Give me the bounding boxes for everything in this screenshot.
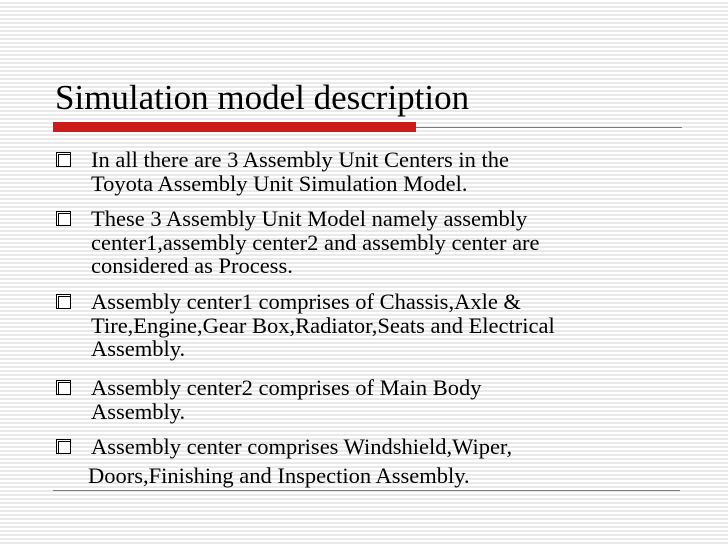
hollow-square-bullet-icon <box>56 439 71 454</box>
title-underline-accent <box>53 122 416 132</box>
footer-rule <box>53 490 680 491</box>
bullet-line: Assembly center comprises Windshield,Wiper, <box>91 434 513 459</box>
hollow-square-bullet-icon <box>56 380 71 395</box>
hollow-square-bullet-icon <box>56 152 71 167</box>
bullet-line: Assembly. <box>91 398 186 424</box>
bullet-item <box>56 435 696 459</box>
bullet-item <box>56 376 696 423</box>
bullet-line: Assembly center2 comprises of Main Body <box>91 375 482 400</box>
bullet-line: These 3 Assembly Unit Model namely assembly <box>91 206 528 231</box>
bullet-item <box>56 290 696 361</box>
bullet-line: Assembly center1 comprises of Chassis,Axle & <box>91 289 521 314</box>
bullet-line: center1,assembly center2 and assembly center are <box>91 229 540 255</box>
continuation-line: Doors,Finishing and Inspection Assembly. <box>88 463 470 488</box>
bullet-line: In all there are 3 Assembly Unit Centers in the <box>91 147 510 172</box>
hollow-square-bullet-icon <box>56 211 71 226</box>
slide-title: Simulation model description <box>55 78 470 117</box>
bullet-line: Tire,Engine,Gear Box,Radiator,Seats and Electrical <box>91 312 555 338</box>
bullet-line: Assembly. <box>91 336 186 361</box>
bullet-line: Toyota Assembly Unit Simulation Model. <box>91 170 468 196</box>
title-underline-rule <box>416 127 682 128</box>
bullet-item <box>56 207 696 278</box>
hollow-square-bullet-icon <box>56 294 71 309</box>
bullet-line: considered as Process. <box>91 253 293 278</box>
bullet-item <box>56 148 696 195</box>
